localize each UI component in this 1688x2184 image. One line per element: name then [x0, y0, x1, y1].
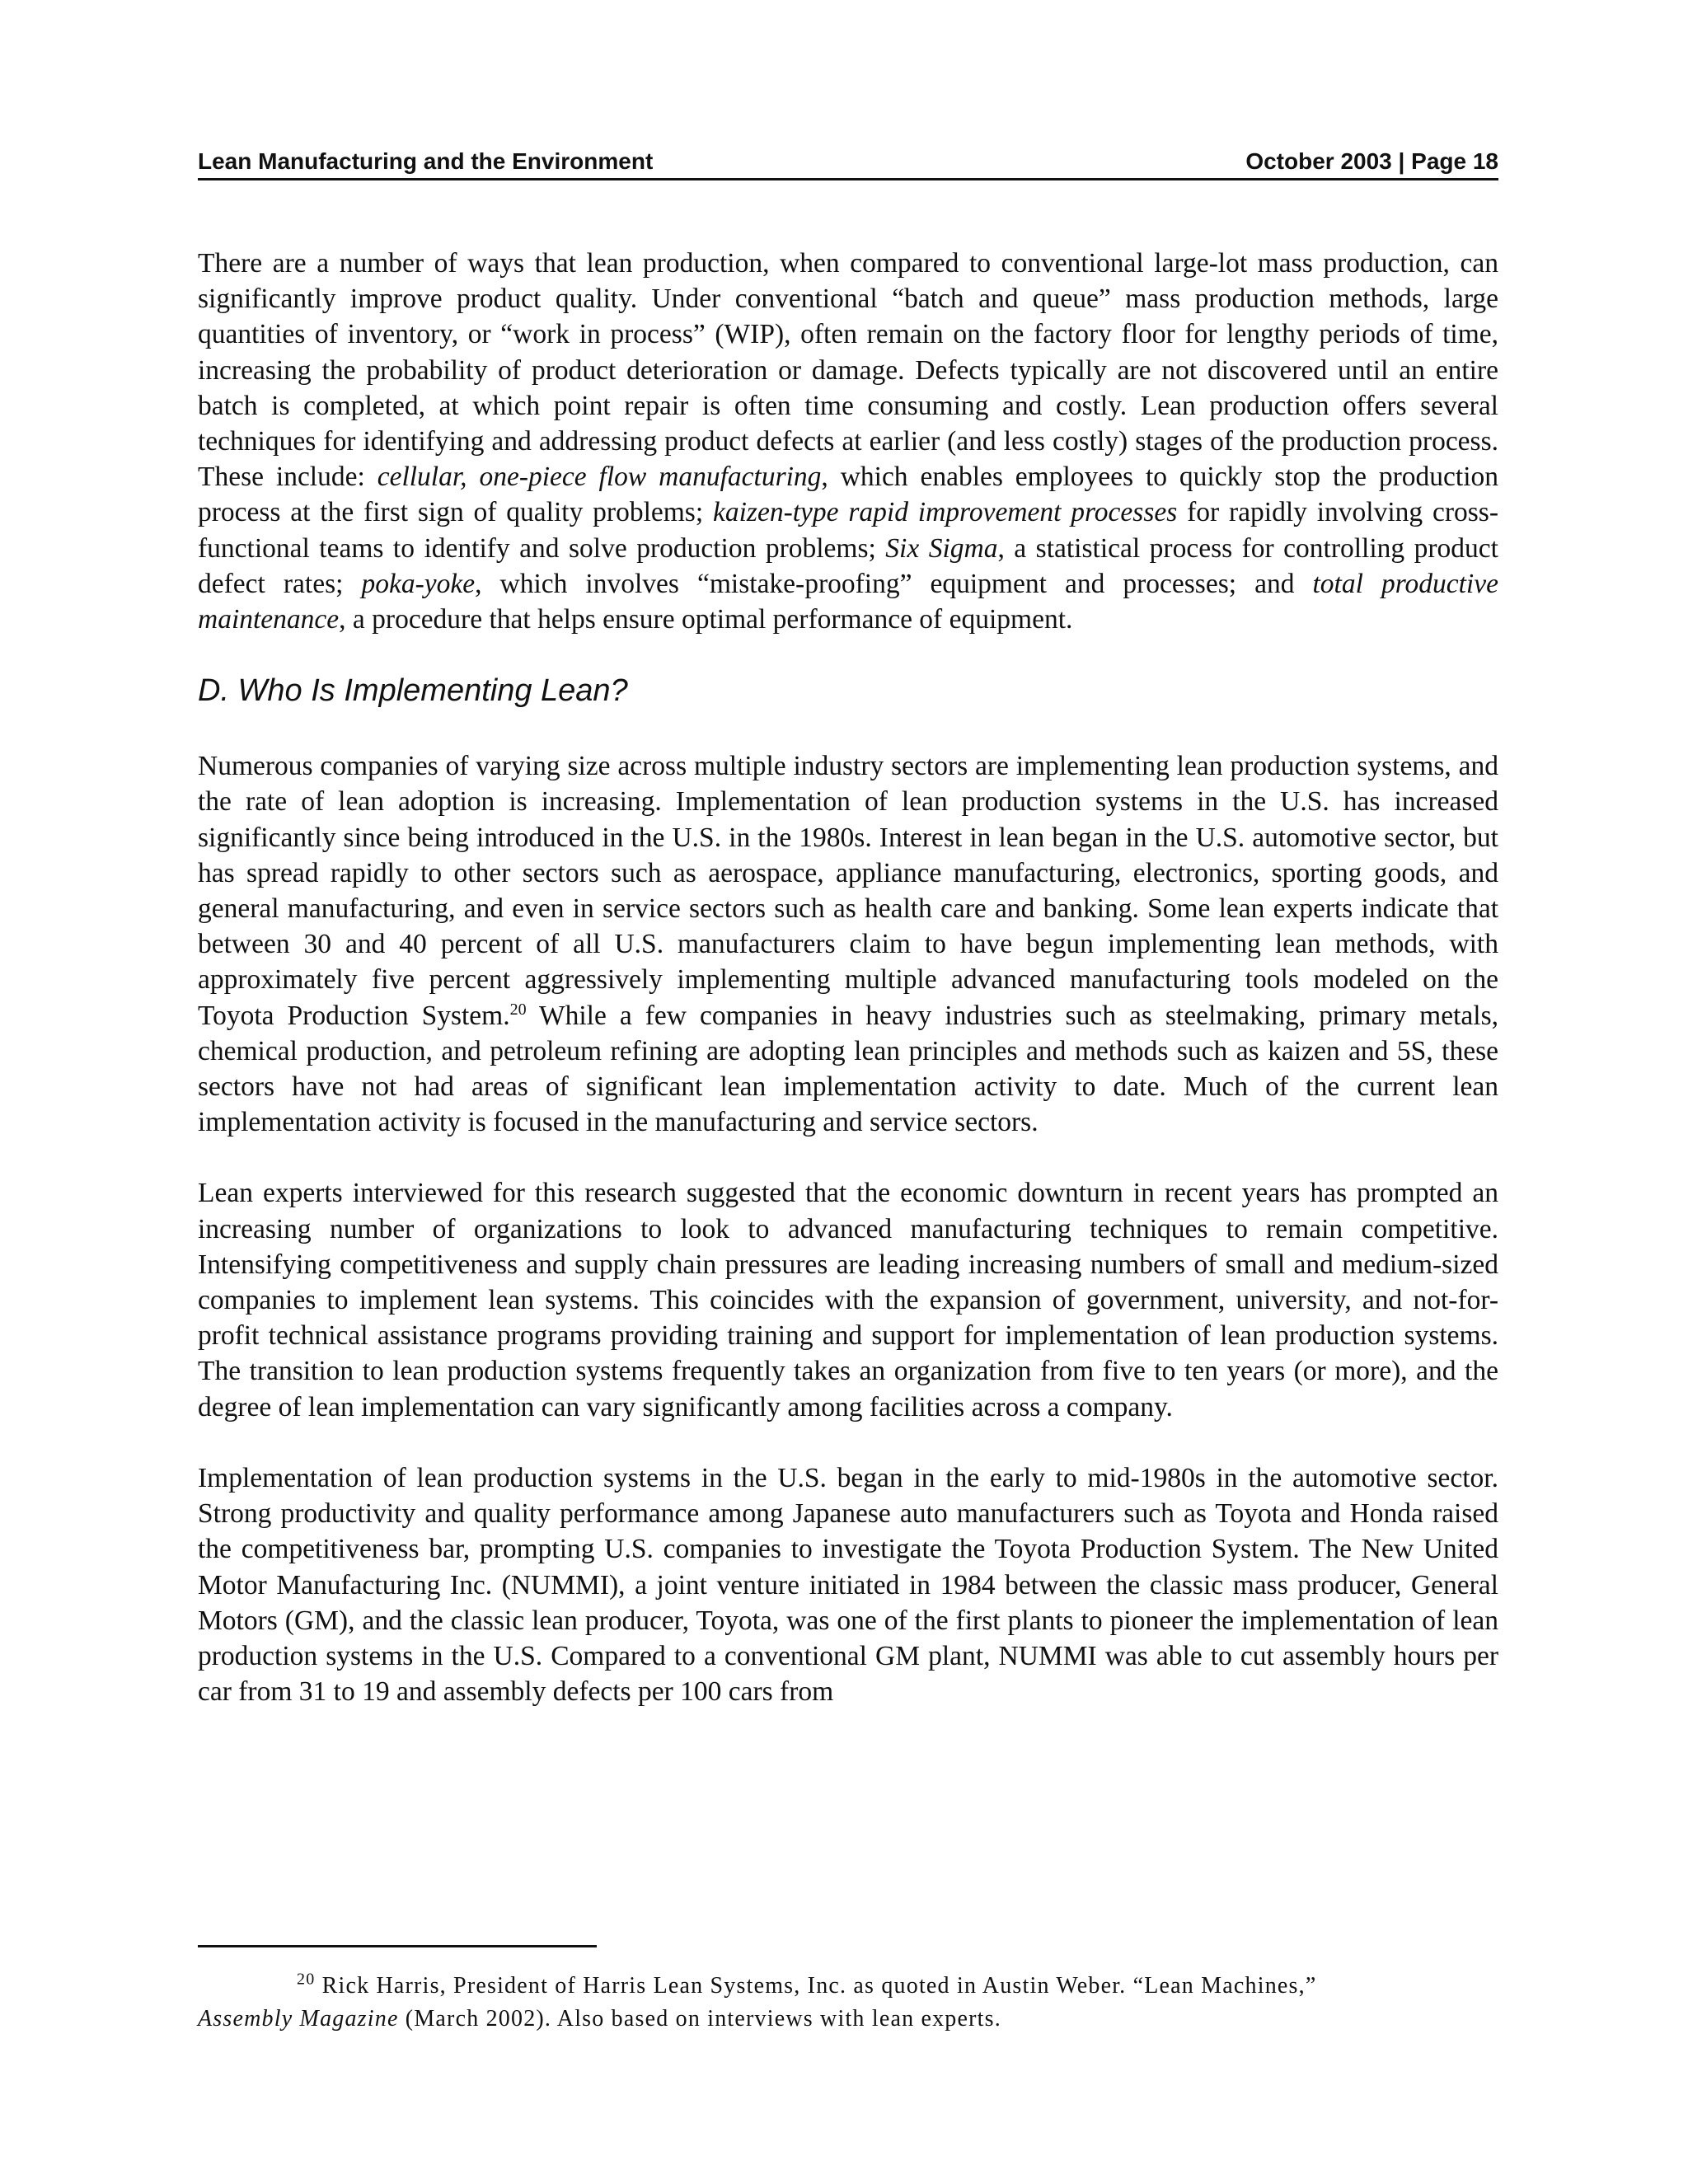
footnote-publication: Assembly Magazine — [198, 2006, 399, 2032]
footnote-line-2 — [198, 2006, 1001, 2032]
paragraph-nummi: Implementation of lean production systems in the U.S. began in the early to mid-1980s in the automotive sector. Strong productivity and quality performance among Japanese auto manufacturers such as Toyota and Honda raised the competitiveness bar, prompting U.S. companies to investigate the Toyota Production System. The New United Motor Manufacturing Inc. (NUMMI), a joint venture initiated in 1984 between the classic mass producer, General Motors (GM), and the classic lean producer, Toyota, was one of the first plants to pioneer the implementation of lean production systems in the U.S. Compared to a conventional GM plant, NUMMI was able to cut assembly hours per car from 31 to 19 and assembly defects per 100 cars from — [198, 1462, 1498, 1708]
para1-term-kaizen: kaizen-type rapid improvement processes — [712, 497, 1178, 528]
para1-text-3: for rapidly involving cross-functional teams to identify and solve production problems; — [198, 497, 1498, 564]
footnote-reference[interactable]: 20 — [509, 1000, 527, 1019]
para1-text-1: There are a number of ways that lean production, when compared to conventional large-lot mass production, can significantly improve product quality. Under conventional “batch and queue” mass production methods, large quantities of inventory, or “work in process” (WIP), often remain on the factory floor for lengthy periods of time, increasing the probability of product deterioration or damage. Defects typically are not discovered until an entire batch is completed, at which point repair is often time consuming and costly. Lean production offers several techniques for identifying and addressing product defects at earlier (and less costly) stages of the production process. These include: — [198, 248, 1498, 493]
paragraph-quality — [198, 246, 1498, 637]
footnote — [198, 1970, 1498, 2036]
para1-term-tpm: total productive maintenance — [198, 568, 1498, 635]
paragraph-adoption — [198, 748, 1498, 1140]
para1-text-2: , which enables employees to quickly stop the production process at the first sign of quality problems; — [198, 462, 1498, 528]
footnote-text-1: Rick Harris, President of Harris Lean Systems, Inc. as quoted in Austin Weber. “Lean Machines,” — [315, 1973, 1317, 1999]
date-page-number: October 2003 | Page 18 — [1245, 148, 1498, 174]
para1-text-5: , which involves “mistake-proofing” equipment and processes; and — [475, 568, 1313, 599]
running-header — [198, 148, 1498, 180]
paragraph-downturn: Lean experts interviewed for this research suggested that the economic downturn in recent years has prompted an increasing number of organizations to look to advanced manufacturing techniques to remain competitive. Intensifying competitiveness and supply chain pressures are leading increasing numbers of small and medium-sized companies to implement lean systems. This coincides with the expansion of government, university, and not-for-profit technical assistance programs providing training and support for implementation of lean production systems. The transition to lean production systems frequently takes an organization from five to ten years (or more), and the degree of lean implementation can vary significantly among facilities across a company. — [198, 1178, 1498, 1422]
body-content — [198, 246, 1498, 1745]
para1-term-poka-yoke: poka-yoke — [361, 568, 476, 599]
section-heading: D. Who Is Implementing Lean? — [198, 673, 628, 709]
footnote-number: 20 — [297, 1970, 316, 1989]
para1-text-4: , a statistical process for controlling product defect rates; — [198, 532, 1498, 599]
para1-term-cellular: cellular, one-piece flow manufacturing — [377, 462, 822, 493]
footnote-divider — [198, 1945, 597, 1947]
document-title: Lean Manufacturing and the Environment — [198, 148, 654, 174]
para1-term-six-sigma: Six Sigma — [885, 532, 998, 564]
footnote-line-1 — [198, 1970, 1498, 2003]
para2-text-1: Numerous companies of varying size across multiple industry sectors are implementing lean production systems, and the rate of lean adoption is increasing. Implementation of lean production systems in the U.S. has increased significantly since being introduced in the U.S. in the 1980s. Interest in lean began in the U.S. automotive sector, but has spread rapidly to other sectors such as aerospace, appliance manufacturing, electronics, sporting goods, and general manufacturing, and even in service sectors such as health care and banking. Some lean experts indicate that between 30 and 40 percent of all U.S. manufacturers claim to have begun implementing lean methods, with approximately five percent aggressively implementing multiple advanced manufacturing tools modeled on the Toyota Production System. — [198, 751, 1498, 1031]
para2-text-2: While a few companies in heavy industries such as steelmaking, primary metals, chemical production, and petroleum refining are adopting lean principles and methods such as kaizen and 5S, these sectors have not had areas of significant lean implementation activity to date. Much of the current lean implementation activity is focused in the manufacturing and service sectors. — [198, 1000, 1498, 1138]
para1-text-6: , a procedure that helps ensure optimal performance of equipment. — [339, 604, 1073, 635]
footnote-text-2: (March 2002). Also based on interviews with lean experts. — [398, 2006, 1001, 2032]
